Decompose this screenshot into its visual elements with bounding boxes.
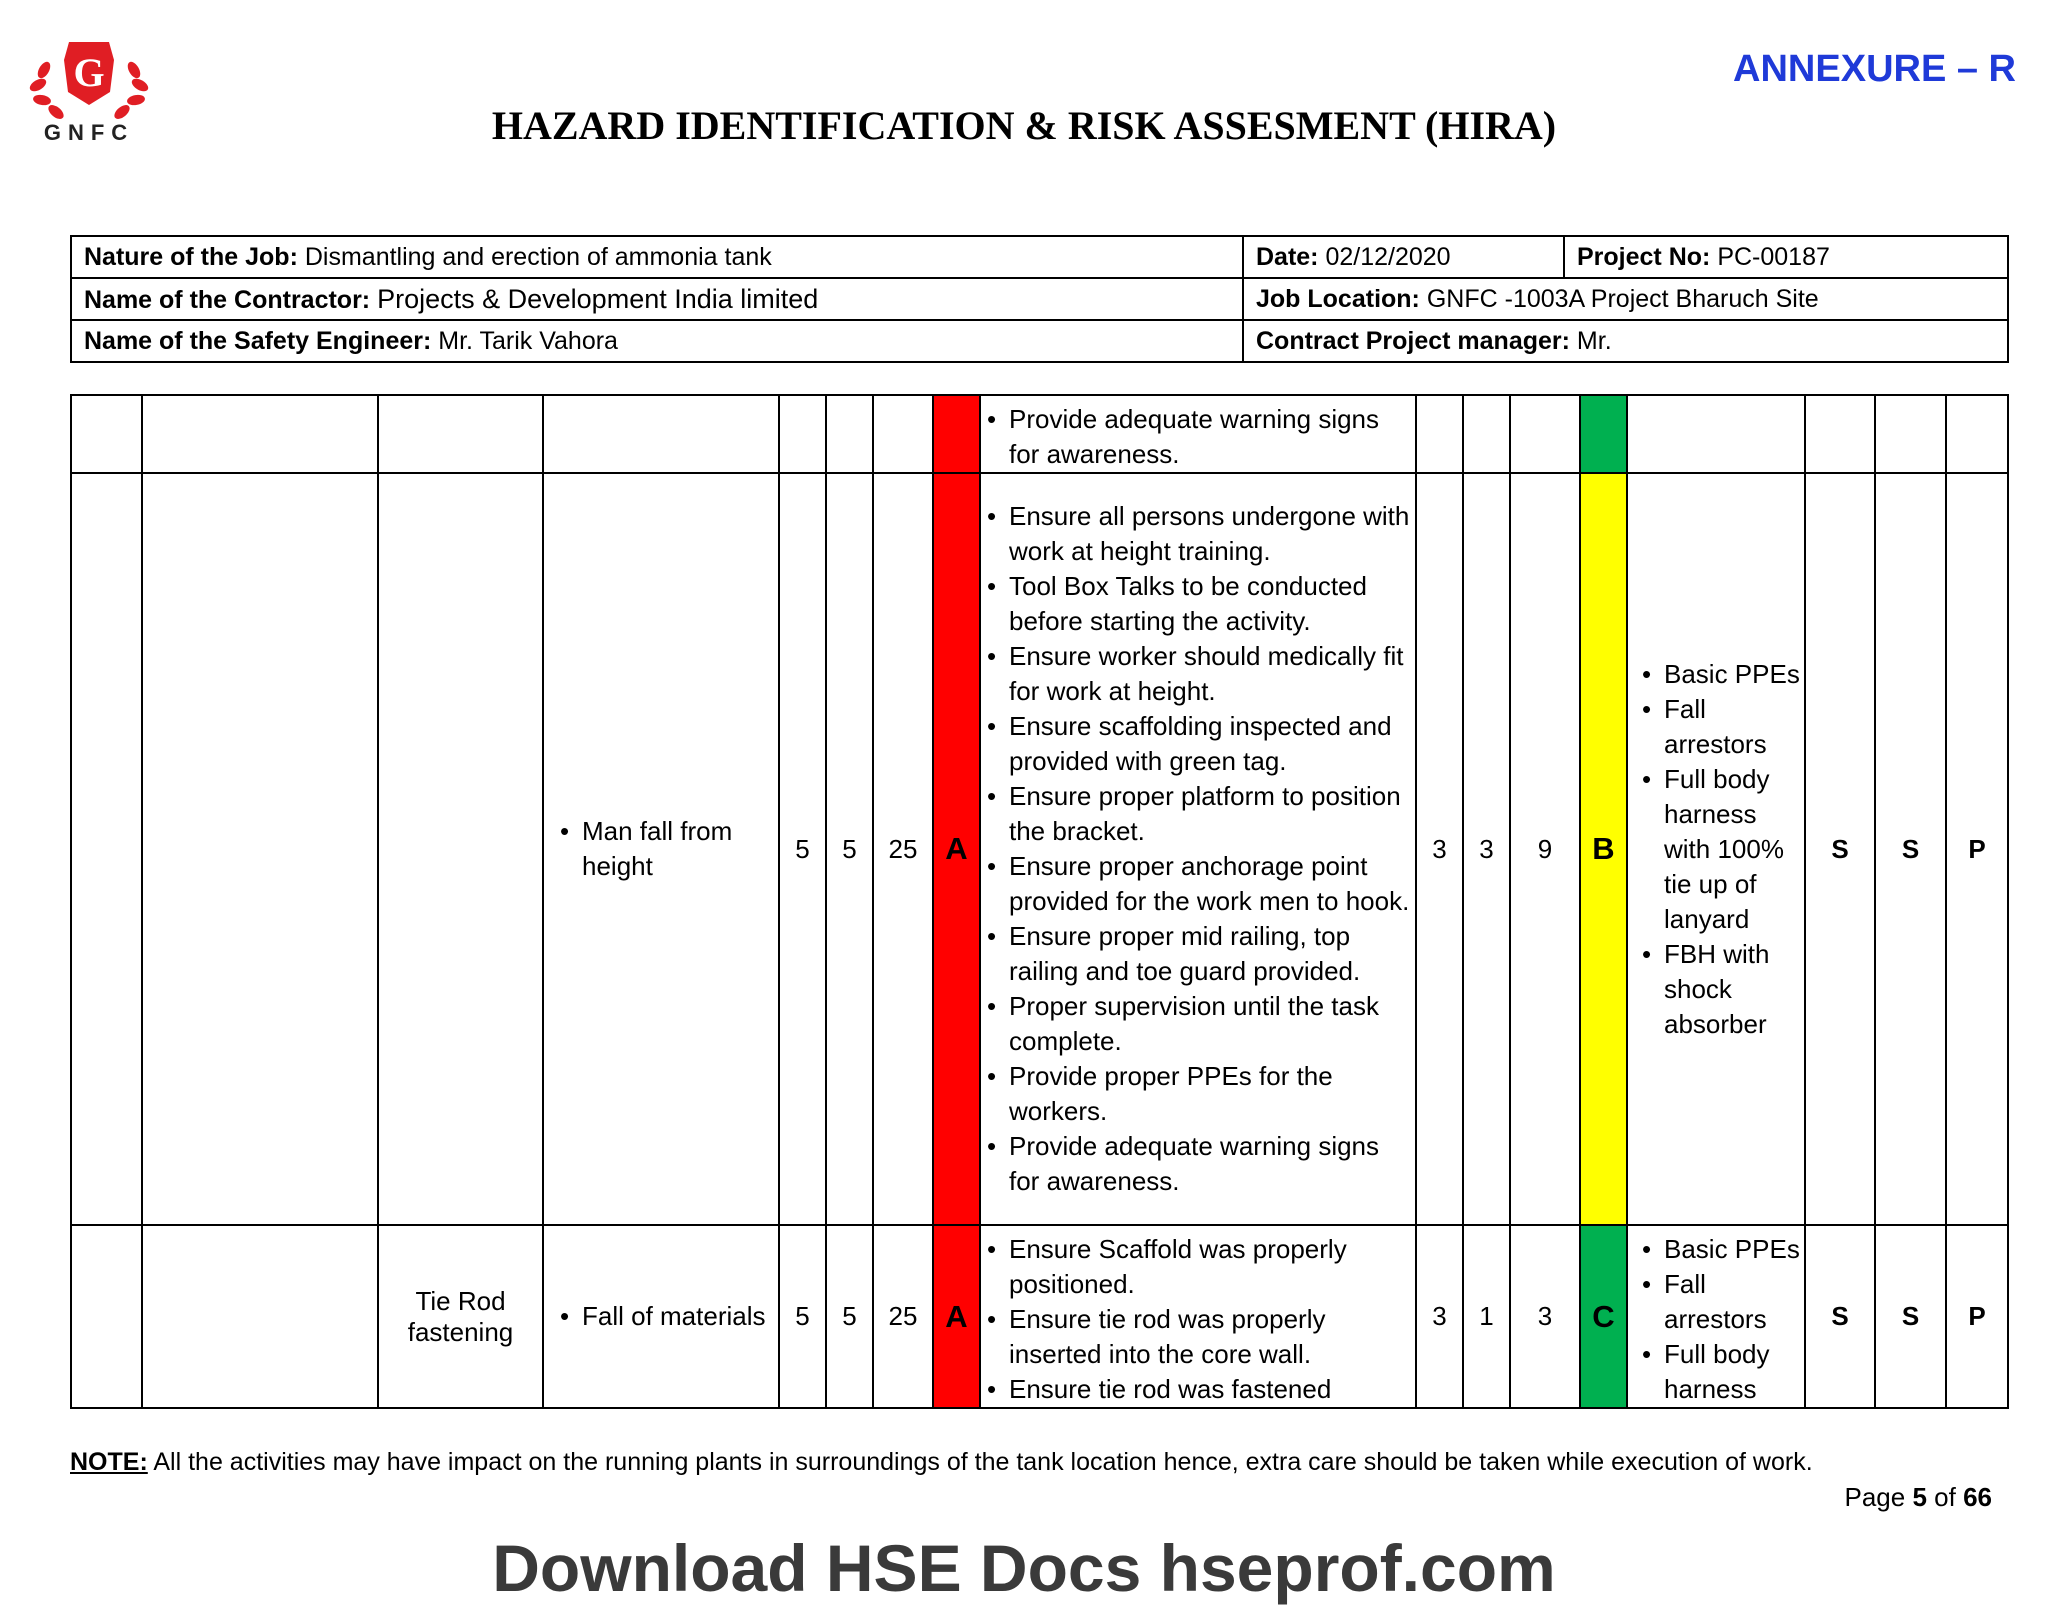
residual-probability-cell: [1416, 395, 1463, 473]
residual-score-cell: [1510, 395, 1580, 473]
severity-cell: [826, 395, 873, 473]
page-title: HAZARD IDENTIFICATION & RISK ASSESMENT (HIRA): [491, 103, 1557, 148]
ppe-item: • Full body harness with 100% tie up of lanyard: [1664, 762, 1800, 937]
list-item: • Provide proper PPEs for the workers.: [1009, 1059, 1411, 1129]
job-location-cell: Job Location: GNFC -1003A Project Bharuch Site: [1243, 278, 2008, 320]
risk-level-cell: A: [933, 1225, 980, 1408]
list-item: • Ensure proper anchorage point provided for the work men to hook.: [1009, 849, 1411, 919]
ppe-cell: [1627, 473, 1805, 1225]
hazard-item: • Fall of materials: [582, 1299, 774, 1334]
residual-risk-cell: [1580, 395, 1627, 473]
list-item: • Ensure tie rod was fastened: [1009, 1372, 1411, 1407]
safety-engineer-cell: Name of the Safety Engineer: Mr. Tarik Vahora: [71, 320, 1243, 362]
probability-cell: 5: [779, 473, 826, 1225]
severity-cell: 5: [826, 1225, 873, 1408]
table-row: [71, 395, 2008, 473]
col-p-cell: P: [1946, 473, 2008, 1225]
hazard-cell: [543, 1225, 779, 1408]
ppe-item: • Full body harness: [1664, 1337, 1800, 1407]
serial-cell: [71, 395, 142, 473]
col-s1-cell: S: [1805, 1225, 1875, 1408]
ppe-item: • Basic PPEs: [1664, 1232, 1800, 1267]
residual-severity-cell: [1463, 395, 1510, 473]
table-row: [71, 1225, 2008, 1408]
table-row: [71, 473, 2008, 1225]
list-item: • Ensure tie rod was properly inserted into the core wall.: [1009, 1302, 1411, 1372]
serial-cell: [71, 1225, 142, 1408]
note-text: All the activities may have impact on the running plants in surroundings of the tank location hence, extra care should be taken while execution of work.: [153, 1448, 1813, 1476]
control-measures-cell: [980, 1225, 1416, 1408]
col-s2-cell: [1875, 395, 1946, 473]
page-number: Page 5 of 66: [1844, 1482, 1992, 1512]
annexure-label: ANNEXURE – R: [1733, 48, 2016, 90]
watermark-text: Download HSE Docs hseprof.com: [492, 1531, 1556, 1605]
hazard-item: • Man fall from height: [582, 814, 774, 884]
note: [70, 1448, 2007, 1477]
control-measures-cell: [980, 395, 1416, 473]
list-item: • Ensure Scaffold was properly positioned.: [1009, 1232, 1411, 1302]
list-item: • Provide adequate warning signs for awareness.: [1009, 1129, 1411, 1199]
residual-severity-cell: 3: [1463, 473, 1510, 1225]
col-p-cell: P: [1946, 1225, 2008, 1408]
residual-risk-cell: B: [1580, 473, 1627, 1225]
activity-cell: [378, 395, 543, 473]
residual-probability-cell: 3: [1416, 473, 1463, 1225]
residual-severity-cell: 1: [1463, 1225, 1510, 1408]
col-s2-cell: S: [1875, 473, 1946, 1225]
logo-letter: G: [73, 50, 105, 95]
ppe-cell: [1627, 395, 1805, 473]
risk-score-cell: 25: [873, 473, 933, 1225]
risk-level-cell: A: [933, 473, 980, 1225]
list-item: • Tool Box Talks to be conducted before starting the activity.: [1009, 569, 1411, 639]
risk-level-cell: [933, 395, 980, 473]
ppe-cell: [1627, 1225, 1805, 1408]
ppe-item: • Basic PPEs: [1664, 657, 1800, 692]
project-manager-cell: Contract Project manager: Mr.: [1243, 320, 2008, 362]
note-label: NOTE:: [70, 1448, 148, 1476]
col-p-cell: [1946, 395, 2008, 473]
list-item: • Ensure proper platform to position the bracket.: [1009, 779, 1411, 849]
contractor-cell: Name of the Contractor: Projects & Development India limited: [71, 278, 1243, 320]
info-row-safety: [71, 320, 2008, 362]
residual-score-cell: 3: [1510, 1225, 1580, 1408]
list-item: • Ensure scaffolding inspected and provided with green tag.: [1009, 709, 1411, 779]
probability-cell: [779, 395, 826, 473]
col-s2-cell: S: [1875, 1225, 1946, 1408]
col-s1-cell: S: [1805, 473, 1875, 1225]
activity-cell: [378, 473, 543, 1225]
logo-text: GNFC: [43, 120, 135, 145]
residual-risk-cell: C: [1580, 1225, 1627, 1408]
hira-table: [70, 394, 2009, 1409]
ppe-item: • Fall arrestors: [1664, 1267, 1800, 1337]
ppe-item: • FBH with shock absorber: [1664, 937, 1800, 1042]
area-cell: [142, 473, 378, 1225]
severity-cell: 5: [826, 473, 873, 1225]
list-item: • Ensure worker should medically fit for work at height.: [1009, 639, 1411, 709]
job-info-table: [70, 235, 2009, 363]
info-row-contractor: [71, 278, 2008, 320]
activity-cell: Tie Rod fastening: [378, 1225, 543, 1408]
info-row-job: [71, 236, 2008, 278]
ppe-item: • Fall arrestors: [1664, 692, 1800, 762]
list-item: • Provide adequate warning signs for awareness.: [1009, 402, 1411, 472]
risk-score-cell: [873, 395, 933, 473]
list-item: • Proper supervision until the task complete.: [1009, 989, 1411, 1059]
area-cell: [142, 395, 378, 473]
area-cell: [142, 1225, 378, 1408]
residual-probability-cell: 3: [1416, 1225, 1463, 1408]
list-item: • Ensure proper mid railing, top railing and toe guard provided.: [1009, 919, 1411, 989]
nature-of-job: Nature of the Job: Dismantling and erection of ammonia tank: [71, 236, 1243, 278]
list-item: • Ensure all persons undergone with work at height training.: [1009, 499, 1411, 569]
hazard-cell: [543, 395, 779, 473]
residual-score-cell: 9: [1510, 473, 1580, 1225]
project-no-cell: Project No: PC-00187: [1564, 236, 2008, 278]
hazard-cell: [543, 473, 779, 1225]
date-cell: Date: 02/12/2020: [1243, 236, 1564, 278]
risk-score-cell: 25: [873, 1225, 933, 1408]
serial-cell: [71, 473, 142, 1225]
col-s1-cell: [1805, 395, 1875, 473]
probability-cell: 5: [779, 1225, 826, 1408]
control-measures-cell: [980, 473, 1416, 1225]
